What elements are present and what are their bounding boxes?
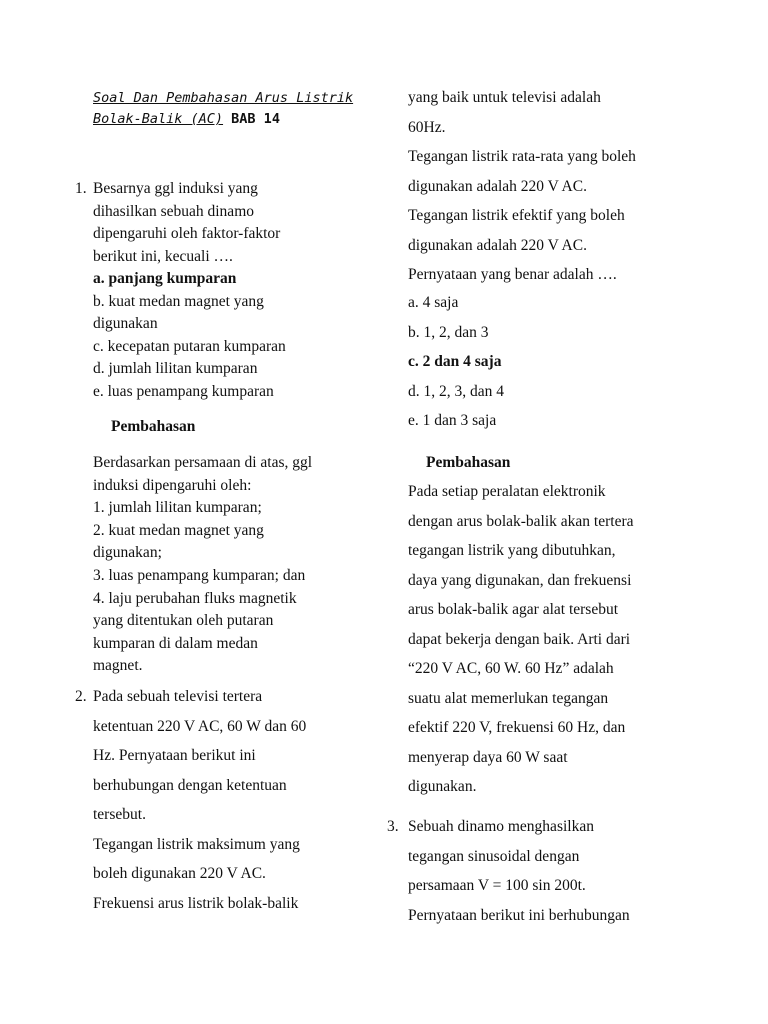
q1-text-line: dihasilkan sebuah dinamo bbox=[93, 202, 254, 220]
q2-text-line: Pernyataan yang benar adalah …. bbox=[408, 266, 617, 283]
q2-text-line: ketentuan 220 V AC, 60 W dan 60 bbox=[93, 717, 307, 735]
q1-pembahasan-line: 4. laju perubahan fluks magnetik bbox=[93, 589, 297, 607]
q2-text-line: Tegangan listrik efektif yang boleh bbox=[408, 207, 625, 224]
q2-text-line: Hz. Pernyataan berikut ini bbox=[93, 747, 256, 764]
doc-title-line1: Soal Dan Pembahasan Arus Listrik bbox=[93, 90, 354, 106]
q2-pembahasan-line: dapat bekerja dengan baik. Arti dari bbox=[408, 630, 631, 648]
q3-number: 3. bbox=[387, 818, 399, 835]
q2-pembahasan-label: Pembahasan bbox=[426, 454, 511, 471]
q2-text-line: boleh digunakan 220 V AC. bbox=[93, 865, 266, 882]
q2-pembahasan-line: Pada setiap peralatan elektronik bbox=[408, 483, 606, 500]
q2-text-line: tersebut. bbox=[93, 806, 146, 823]
q2-text-line: yang baik untuk televisi adalah bbox=[408, 89, 601, 106]
q1-text-line: Besarnya ggl induksi yang bbox=[93, 180, 258, 197]
doc-title-line2: Bolak-Balik (AC) BAB 14 bbox=[93, 111, 280, 127]
q2-option: c. 2 dan 4 saja bbox=[408, 353, 502, 370]
q1-pembahasan-line: kumparan di dalam medan bbox=[93, 634, 258, 652]
q2-pembahasan-line: “220 V AC, 60 W. 60 Hz” adalah bbox=[408, 660, 614, 677]
q1-pembahasan-line: 2. kuat medan magnet yang bbox=[93, 521, 264, 539]
q3-text-line: Sebuah dinamo menghasilkan bbox=[408, 818, 594, 835]
q1-option: e. luas penampang kumparan bbox=[93, 382, 274, 400]
q1-option: a. panjang kumparan bbox=[93, 270, 237, 287]
q1-pembahasan-label: Pembahasan bbox=[111, 418, 196, 435]
q1-pembahasan-line: Berdasarkan persamaan di atas, ggl bbox=[93, 454, 313, 471]
q2-option: d. 1, 2, 3, dan 4 bbox=[408, 382, 505, 400]
q2-text-line: 60Hz. bbox=[408, 118, 446, 136]
q1-pembahasan-line: 1. jumlah lilitan kumparan; bbox=[93, 499, 262, 517]
q2-pembahasan-line: daya yang digunakan, dan frekuensi bbox=[408, 571, 632, 589]
q3-text-line: tegangan sinusoidal dengan bbox=[408, 847, 580, 865]
q1-pembahasan-line: induksi dipengaruhi oleh: bbox=[93, 476, 252, 494]
q2-text-line: Pada sebuah televisi tertera bbox=[93, 688, 263, 705]
q2-pembahasan-line: tegangan listrik yang dibutuhkan, bbox=[408, 542, 616, 559]
q1-option: c. kecepatan putaran kumparan bbox=[93, 337, 286, 355]
q1-pembahasan-line: digunakan; bbox=[93, 544, 162, 562]
q2-pembahasan-line: arus bolak-balik agar alat tersebut bbox=[408, 601, 619, 618]
q1-option: d. jumlah lilitan kumparan bbox=[93, 360, 258, 377]
q2-pembahasan-line: menyerap daya 60 W saat bbox=[408, 748, 568, 766]
q2-pembahasan-line: efektif 220 V, frekuensi 60 Hz, dan bbox=[408, 719, 626, 736]
q1-pembahasan-line: 3. luas penampang kumparan; dan bbox=[93, 567, 306, 584]
q2-text-line: Frekuensi arus listrik bolak-balik bbox=[93, 894, 299, 912]
q2-option: e. 1 dan 3 saja bbox=[408, 412, 497, 429]
q3-text-line: Pernyataan berikut ini berhubungan bbox=[408, 906, 630, 924]
q2-pembahasan-line: dengan arus bolak-balik akan tertera bbox=[408, 512, 634, 530]
q2-number: 2. bbox=[75, 688, 87, 705]
q2-text-line: Tegangan listrik maksimum yang bbox=[93, 835, 300, 853]
q1-number: 1. bbox=[75, 180, 87, 197]
q2-text-line: digunakan adalah 220 V AC. bbox=[408, 236, 587, 254]
q3-text-line: persamaan V = 100 sin 200t. bbox=[408, 877, 586, 894]
q1-pembahasan-line: yang ditentukan oleh putaran bbox=[93, 612, 274, 630]
q2-option: b. 1, 2, dan 3 bbox=[408, 323, 489, 341]
q2-text-line: digunakan adalah 220 V AC. bbox=[408, 177, 587, 195]
q1-text-line: berikut ini, kecuali …. bbox=[93, 247, 233, 265]
q1-option: b. kuat medan magnet yang bbox=[93, 292, 264, 310]
q2-option: a. 4 saja bbox=[408, 294, 459, 311]
q2-text-line: Tegangan listrik rata-rata yang boleh bbox=[408, 148, 636, 165]
q1-option: digunakan bbox=[93, 315, 158, 332]
q1-text-line: dipengaruhi oleh faktor-faktor bbox=[93, 225, 281, 242]
q2-text-line: berhubungan dengan ketentuan bbox=[93, 776, 287, 794]
q2-pembahasan-line: digunakan. bbox=[408, 778, 477, 795]
q1-pembahasan-line: magnet. bbox=[93, 657, 143, 675]
q2-pembahasan-line: suatu alat memerlukan tegangan bbox=[408, 689, 609, 707]
